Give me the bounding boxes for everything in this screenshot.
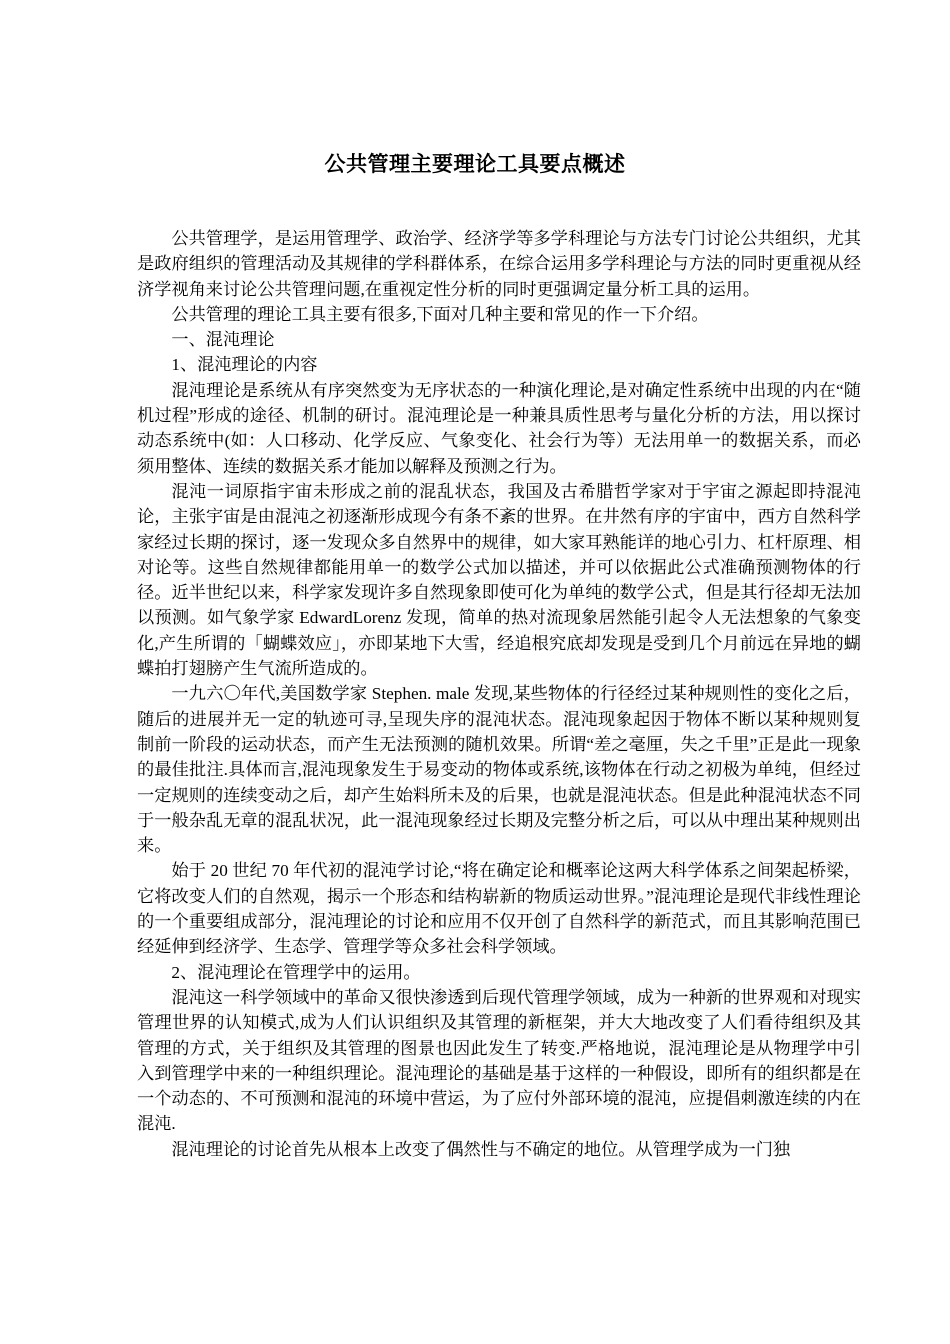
paragraph-intro: 公共管理学，是运用管理学、政治学、经济学等多学科理论与方法专门讨论公共组织，尤其是政府组织的管理活动及其规律的学科群体系，在综合运用多学科理论与方法的同时更重视从经济学视角来讨论公共管理问题,在重视定性分析的同时更强调定量分析工具的运用。 bbox=[137, 229, 861, 299]
paragraph-1970s: 始于 20 世纪 70 年代初的混沌学讨论,“将在确定论和概率论这两大科学体系之间架起桥梁，它将改变人们的自然观，揭示一个形态和结构崭新的物质运动世界。”混沌理论是现代非线性理论的一个重要组成部分，混沌理论的讨论和应用不仅开创了自然科学的新范式，而且其影响范围已经延伸到经济学、生态学、管理学等众多社会科学领域。 bbox=[137, 861, 861, 957]
paragraph-chaos-definition: 混沌理论是系统从有序突然变为无序状态的一种演化理论,是对确定性系统中出现的内在“随机过程”形成的途径、机制的研讨。混沌理论是一种兼具质性思考与量化分析的方法，用以探讨动态系统中(如：人口移动、化学反应、气象变化、社会行为等）无法用单一的数据关系，而必须用整体、连续的数据关系才能加以解释及预测之行为。 bbox=[137, 380, 861, 476]
paragraph-tools: 公共管理的理论工具主要有很多,下面对几种主要和常见的作一下介绍。 bbox=[171, 304, 709, 324]
section-heading-chaos: 一、混沌理论 bbox=[171, 330, 275, 350]
paragraph-chaos-origin: 混沌一词原指宇宙未形成之前的混乱状态，我国及古希腊哲学家对于宇宙之源起即持混沌论，主张宇宙是由混沌之初逐渐形成现今有条不紊的世界。在井然有序的宇宙中，西方自然科学家经过长期的探讨，逐一发现众多自然界中的规律，如大家耳熟能详的地心引力、杠杆原理、相对论等。这些自然规律都能用单一的数学公式加以描述，并可以依据此公式准确预测物体的行径。近半世纪以来，科学家发现许多自然现象即使可化为单纯的数学公式，但是其行径却无法加以预测。如气象学家 EdwardLorenz 发现，简单的热对流现象居然能引起令人无法想象的气象变化,产生所谓的「蝴蝶效应」，亦即某地下大雪，经追根究底却发现是受到几个月前远在异地的蝴蝶拍打翅膀产生气流所造成的。 bbox=[137, 481, 861, 679]
paragraph-management-revolution: 混沌这一科学领域中的革命又很快渗透到后现代管理学领域，成为一种新的世界观和对现实管理世界的认知模式,成为人们认识组织及其管理的新框架，并大大地改变了人们看待组织及其管理的方式，关于组织及其管理的图景也因此发生了转变.严格地说，混沌理论是从物理学中引入到管理学中来的一种组织理论。混沌理论的基础是基于这样的一种假设，即所有的组织都是在一个动态的、不可预测和混沌的环境中营运，为了应付外部环境的混沌，应提倡刺激连续的内在混沌. bbox=[137, 987, 861, 1134]
paragraph-management-continued: 混沌理论的讨论首先从根本上改变了偶然性与不确定的地位。从管理学成为一门独 bbox=[171, 1139, 791, 1159]
subsection-heading-management: 2、混沌理论在管理学中的运用。 bbox=[171, 962, 421, 982]
subsection-heading-content: 1、混沌理论的内容 bbox=[171, 355, 318, 375]
document-title: 公共管理主要理论工具要点概述 bbox=[324, 151, 626, 176]
document-body bbox=[137, 226, 861, 1162]
paragraph-1960s: 一九六〇年代,美国数学家 Stephen. male 发现,某些物体的行径经过某种规则性的变化之后，随后的进展并无一定的轨迹可寻,呈现失序的混沌状态。混沌现象起因于物体不断以某种规则复制前一阶段的运动状态，而产生无法预测的随机效果。所谓“差之毫厘，失之千里”正是此一现象的最佳批注.具体而言,混沌现象发生于易变动的物体或系统,该物体在行动之初极为单纯，但经过一定规则的连续变动之后，却产生始料所未及的后果，也就是混沌状态。但是此种混沌状态不同于一般杂乱无章的混乱状况，此一混沌现象经过长期及完整分析之后，可以从中理出某种规则出来。 bbox=[137, 684, 861, 856]
